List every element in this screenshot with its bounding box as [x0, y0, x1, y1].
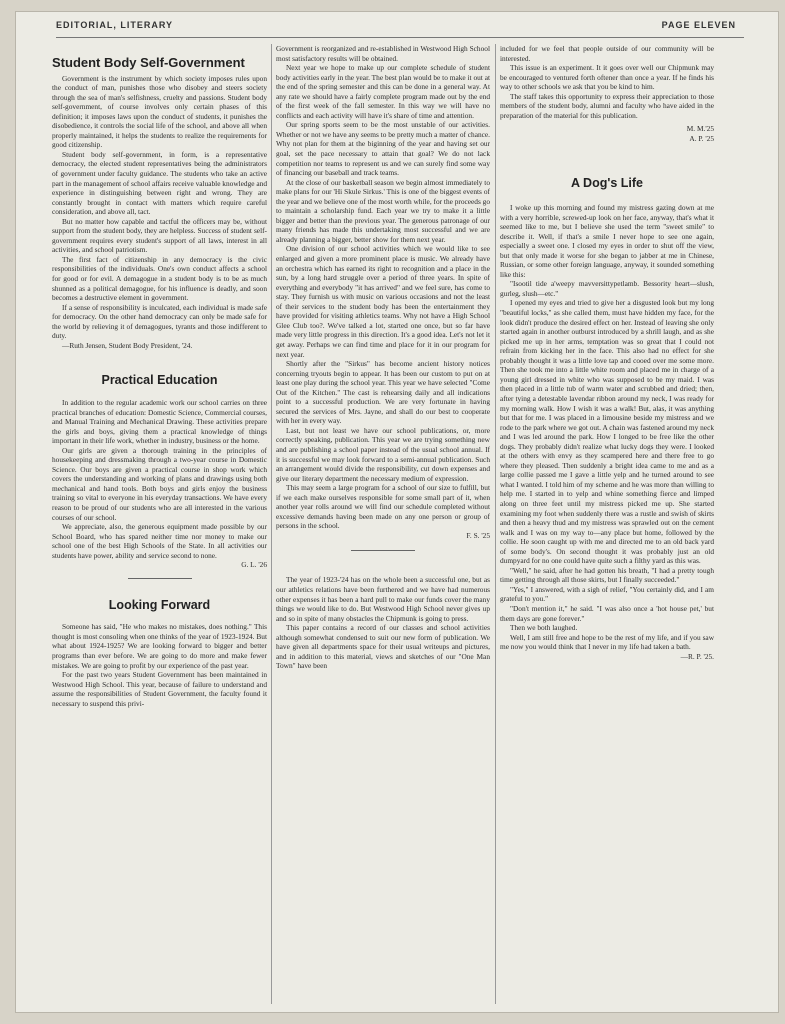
running-header: [56, 20, 736, 36]
paragraph: At the close of our basketball season we begin almost immediately to make plans for our 'Hi Skule Sirkus.' This is one of the biggest events of the year and we believe one of the most worth while, for the proceeds go to maintain a scholarship fund. Each year we try to make it a little bigger and better than the previous year. The generous patronage of our many friends has made this undertaking most successful and we are already planning a bigger, better show for them next year.: [276, 177, 490, 244]
byline: —Ruth Jensen, Student Body President, '24.: [62, 340, 193, 350]
paragraph: Government is reorganized and re-established in Westwood High School most satisfactory results will be obtained.: [276, 44, 490, 63]
paragraph: Our spring sports seem to be the most unstable of our activities. Whether or not we have any seems to be pretty much a matter of chance. Why not plan for them at the biginning of the year and having set our goal, set the pace necessary to attain that goal? We do not lack competition nor teams to represent us and we can surely find some way of financing our baseball and track teams.: [276, 120, 490, 178]
byline: M. M.'25: [686, 124, 714, 134]
byline: G. L. '26: [241, 560, 267, 570]
page-number: PAGE ELEVEN: [661, 20, 736, 30]
divider: [351, 550, 415, 551]
article-title-student-government: Student Body Self-Government: [52, 55, 245, 70]
paragraph: included for we feel that people outside of our community will be interested.: [500, 44, 714, 63]
paragraph: The year of 1923-'24 has on the whole been a successful one, but as our athletics relations have been furthered and we have had numerous other expenses it has been a hard pull to make our funds cover the many things we would like to do. But Westwood High School never gives up and so in spite of many obstacles the Chipmunk is going to press.: [276, 575, 490, 623]
article-title-dogs-life: A Dog's Life: [571, 176, 643, 191]
paragraph: Someone has said, "He who makes no mistakes, does nothing." This thought is most consoling when one thinks of the year of 1923-1924. But what about 1924-1925? We are looking forward to bigger and better programs than ever before. We are going to do more and make fewer mistakes. We are going to profit by our experience of the past year.: [52, 622, 267, 670]
paragraph: In addition to the regular academic work our school carries on three practical branches of education: Domestic Science, Commercial courses, and Manual Training and Mechanical Drawing. These activities prepare the girls and boys, giving them a practical knowledge of things important in their life work, whether in industry, business or the home.: [52, 397, 267, 446]
paragraph: "Don't mention it," he said. "I was also once a 'hot house pet,' but them days are gone forever.": [500, 603, 714, 623]
paragraph: This issue is an experiment. It it goes over well our Chipmunk may be encouraged to ventured forth oftener than once a year. If he finds his way to other schools we ask that you be kind to him.: [500, 63, 714, 92]
column-divider: [271, 44, 272, 1004]
divider: [128, 578, 192, 579]
column-2: [276, 44, 490, 1004]
byline: A. P. '25: [689, 133, 714, 143]
paragraph: Our girls are given a thorough training in the principles of housekeeping and dressmaking through a two-year course in Domestic Science. Our boys are given a practical course in shop work which covers the understanding and working of plans and drawings using both mechanical and hand tools. Both boys and girls enjoy the business training so vital to everyone in his everyday transactions. We have every reason to be proud of our students who are all interested in the various courses of our school.: [52, 445, 267, 522]
column-1: [52, 44, 267, 1004]
paragraph: "Yes," I answered, with a sigh of relief, "You certainly did, and I am grateful to you.": [500, 584, 714, 604]
column-divider: [495, 44, 496, 1004]
paragraph: "Isootil tide a'weepy mavversittypetlamb. Bessority heart—slush, gurleg, slush—etc.": [500, 279, 714, 298]
article-title-looking-forward: Looking Forward: [108, 597, 211, 612]
paragraph: But no matter how capable and tactful the officers may be, without support from the student body, they are helpless. Success of student self-government requires every student's support of all laws, interest in all activities, and school patriotism.: [52, 216, 267, 255]
paragraph: If a sense of responsibility is inculcated, each individual is made safe for democracy. On the other hand democracy can only be made safe for the world by relieving it of demagogues, tyrants and those indifferent to duty.: [52, 302, 267, 341]
paragraph: The first fact of citizenship in any democracy is the civic responsibilities of the individuals. One's own conduct affects a school for good or for evil. A demagogue in a student body is to be as much shunned as a political demagogue, for his influence is deadly, and soon becomes a destructive element in government.: [52, 254, 267, 303]
column-3: [500, 44, 714, 1004]
paragraph: I opened my eyes and tried to give her a disgusted look but my long "beautiful locks," as she called them, must have hidden my face, for the look didn't produce the desired effect on her. Instead of leaving she only started again in another outburst introduced by a shrill laugh, and as she picked me up in her arms, temptation was so great that I could not refrain from kicking her in the face. This also had no effect for she probably thought it was a little love tap and cooed over me some more. Then she took me into a little white room and placed me in charge of a young girl dressed in white who was supposed to be my maid. I was then placed in a little tub of warm water and scrubbed and dried; then, after tying a detestable lavendar ribbon around my neck, I was ready for my morning walk. How I wish it was a walk! But, alas, it was anything but that for me. I was placed in a limousine beside my mistress and we rode to the park where we got out. A chain was fastened around my neck and I was led around the park. How I longed to be free like the other dogs. They probably didn't realize what lucky dogs they were. I looked at the others with envy as they scampered here and there free to go where they pleased. Then suddenly a bright idea came to me and as a large collie passed me I gave a little yelp and he turned around to see what I wanted. I told him of my scheme and he was more than willing to help me. I started in to yelp and whine something fierce and limped along on three feet until my mistress picked me up. She started examining my foot when suddenly there was a rustle and swish of skirts and then a heavy thud and my mistress was sprawled out on the cement walk and I was on my way to—any place but home, followed by the collie. He soon caught up with me and directed me to an old back yard of some body's. On second thought it was probably just an old dumpyard for no one could have quite such a filthy yard as this was.: [500, 298, 714, 566]
section-label: EDITORIAL, LITERARY: [56, 20, 174, 30]
paragraph: Next year we hope to make up our complete schedule of student body activities early in the year. The best plan would be to make it out at the end of the spring semester and this can be done in a general way. At any rate we should have a fairly complete program made out by the end of the first week of the fall semester. In this way we will have no conflicts and each activity will have it's share of time and attention.: [276, 63, 490, 120]
header-rule: [56, 37, 744, 38]
paragraph: The staff takes this opportunity to express their appreciation to those members of the student body, alumni and faculty who have aided in the preparation of the material for this publication.: [500, 91, 714, 120]
paragraph: For the past two years Student Government has been maintained in Westwood High School. This year, because of failure to understand and assume the responsibilities of Student Government, the faculty found it necessary to suspend this privi-: [52, 670, 267, 708]
paragraph: This paper contains a record of our classes and school activities although somewhat condensed to suit our new form of publication. We have given all departments space for their usual writeups and pictures, and in addition to this material, views and sketches of our "One Man Town" have been: [276, 623, 490, 671]
paragraph: Government is the instrument by which society imposes rules upon the conduct of man, punishes those who disobey and steers society through the sea of man's selfishness, cruelty and passions. Student body self-government, of course involves only certain phases of this definition; it imposes laws upon the conduct of students, it punishes the disobedience, it controls the social life of the school, and above all when properly maintained, it helps the students to realize the requirements for good citizenship.: [52, 73, 267, 150]
paragraph: We appreciate, also, the generous equipment made possible by our School Board, who has spared neither time nor money to make our school one of the best High Schools of the State. In all activities our students have power, ability and service second to none.: [52, 522, 267, 560]
paragraph: This may seem a large program for a school of our size to fulfill, but if we each make ourselves responsible for some small part of it, when another year rolls around we will find our schedule completed without excessive demands having been made on any one person or group of persons in the school.: [276, 483, 490, 531]
paragraph: One division of our school activities which we would like to see enlarged and given a more prominent place is music. We already have an orchestra which has earned its right to recognition and a place in the sun, by a long hard struggle over a period of three years. In spite of everything and everybody "it has arrived" and we feel sure, has come to stay. They furnish us with music on various occasions and not the least of their services to the student body has been the entertainment they have provided for visiting athletics teams. Why not have a High School Glee Club too?. We've talked a lot, started one once, but so far have made very little progress in this direction. It's a good idea. Let's not let it get away. Perhaps we can find time and place for it in our program for next year.: [276, 244, 490, 359]
paragraph: "Well," he said, after he had gotten his breath, "I had a pretty tough time getting through all those skirts, but I finally succeeded.": [500, 565, 714, 585]
newspaper-page: [16, 12, 778, 1012]
paragraph: Well, I am still free and hope to be the rest of my life, and if you saw me now you would think that I never in my life had taken a bath.: [500, 632, 714, 652]
paragraph: Then we both laughed.: [510, 623, 578, 633]
paragraph: I woke up this morning and found my mistress gazing down at me with a very horrible, screwed-up look on her face, anyway, that's what it seemed like to me, but I believe she used the term "sweet smile" to describe it. Well, if that's a smile I never hope to see one again, especially a sweet one. I closed my eyes in order to shut off the view, but that only made it worse for she began to jabber at me in Chinese, Russian, or some other foreign language, anyway, it sounded something like this:: [500, 203, 714, 279]
paragraph: Last, but not least we have our school publications, or, more correctly speaking, publication. This year we are trying something new and are publishing a school paper instead of the usual school annual. If it is successful we may look forward to a semi-annual publication. Such an arrangement would divide the responsibility, cut down expenses and give our literary department the necessary medium of expression.: [276, 425, 490, 483]
paragraph: Shortly after the "Sirkus" has become ancient history notices concerning tryouts begin to appear. It has been our custom to put on at least one play during the school year. This year we have selected "Come Out of the Kitchen." The cast is rehearsing daily and all indications point to a successful production. We are very fortunate in having secured the services of Mrs. Jayne, and shall do our best to cooperate with her in every way.: [276, 359, 490, 426]
article-title-practical-education: Practical Education: [101, 373, 218, 388]
byline: F. S. '25: [466, 530, 490, 540]
paragraph: Student body self-government, in form, is a representative democracy, the elected student representatives being the administrators of government under faculty guidance. The students who take an active part in the management of school affairs receive valuable knowledge and experience in distinguishing between right and wrong. They are constantly brought in contact with matters which require careful consideration, and above all, tact.: [52, 149, 267, 217]
byline: —R. P. '25.: [680, 651, 714, 661]
